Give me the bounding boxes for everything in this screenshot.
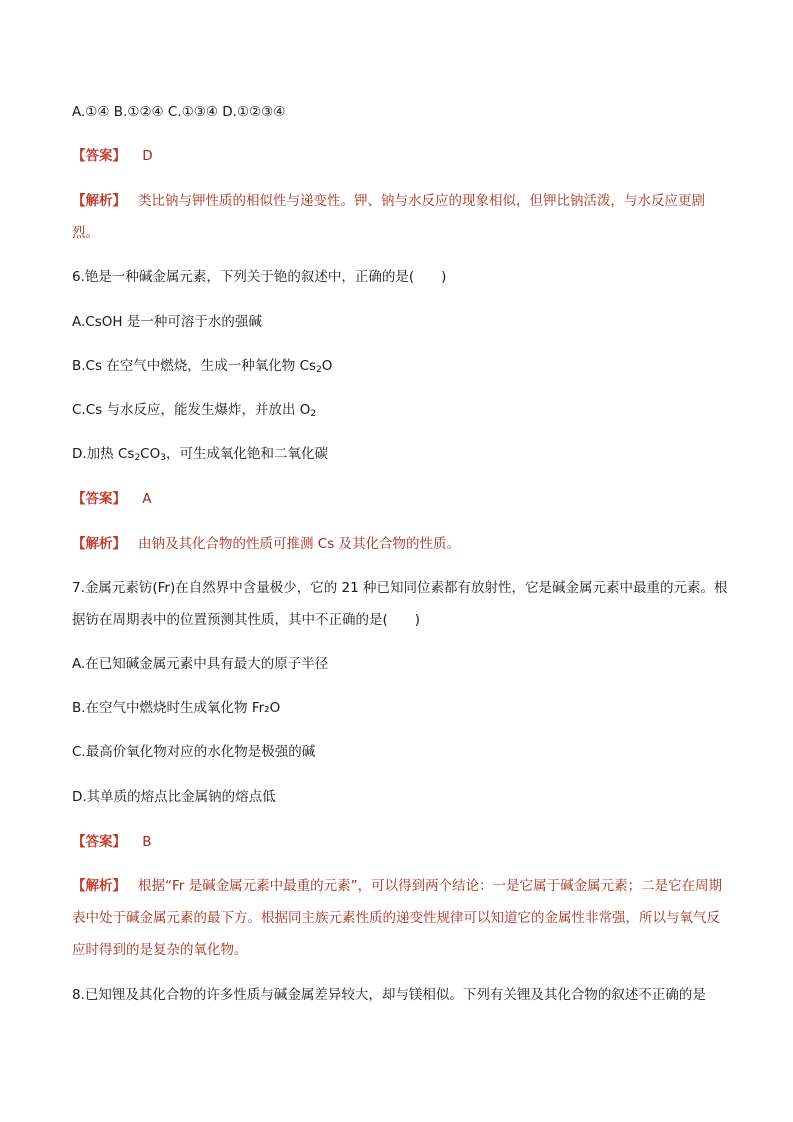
answer-value: B bbox=[142, 834, 152, 850]
q7-option-d: D.其单质的熔点比金属钠的熔点低 bbox=[72, 789, 276, 805]
q6-stem: 6.铯是一种碱金属元素，下列关于铯的叙述中，正确的是( ) bbox=[72, 269, 447, 285]
q7-stem: 7.金属元素钫(Fr)在自然界中含量极少，它的 21 种已知同位素都有放射性，它是碱金属元素中最重的元素。根据钫在周期表中的位置预测其性质，其中不正确的是( ) bbox=[72, 580, 728, 628]
q5-answer-row bbox=[72, 146, 729, 166]
q7-explanation bbox=[72, 870, 729, 966]
answer-tag: 【答案】 bbox=[72, 834, 126, 850]
answer-value: A bbox=[142, 491, 152, 507]
answer-tag: 【答案】 bbox=[72, 148, 126, 164]
explanation-text: 根据“Fr 是碱金属元素中最重的元素”，可以得到两个结论：一是它属于碱金属元素；二是它在周期表中处于碱金属元素的最下方。根据同主族元素性质的递变性规律可以知道它的金属性非常强，所以与氧气反应时得到的是复杂的氧化物。 bbox=[72, 878, 723, 958]
explanation-text: 由钠及其化合物的性质可推测 Cs 及其化合物的性质。 bbox=[138, 536, 461, 552]
q7-option-c: C.最高价氧化物对应的水化物是极强的碱 bbox=[72, 744, 316, 760]
q7-option-b: B.在空气中燃烧时生成氧化物 Fr₂O bbox=[72, 700, 281, 716]
q6-option-a: A.CsOH 是一种可溶于水的强碱 bbox=[72, 314, 262, 330]
explanation-tag: 【解析】 bbox=[72, 536, 126, 552]
q6-option-d: D.加热 $Cs_2CO_3$，可生成氧化铯和二氧化碳 bbox=[72, 446, 328, 463]
answer-value: D bbox=[142, 148, 153, 164]
q6-option-c: C.Cs 与水反应，能发生爆炸，并放出 $O_2$ bbox=[72, 402, 317, 419]
q5-explanation bbox=[72, 185, 729, 249]
q6-option-b: B.Cs 在空气中燃烧，生成一种氧化物 $Cs_2O$ bbox=[72, 358, 333, 375]
q7-answer-row bbox=[72, 832, 729, 852]
q7-option-a: A.在已知碱金属元素中具有最大的原子半径 bbox=[72, 656, 329, 672]
answer-tag: 【答案】 bbox=[72, 491, 126, 507]
explanation-text: 类比钠与钾性质的相似性与递变性。钾、钠与水反应的现象相似，但钾比钠活泼，与水反应更剧烈。 bbox=[72, 193, 705, 241]
explanation-tag: 【解析】 bbox=[72, 878, 126, 894]
explanation-tag: 【解析】 bbox=[72, 193, 126, 209]
q6-explanation bbox=[72, 534, 729, 554]
q6-answer-row bbox=[72, 489, 729, 509]
q8-stem: 8.已知锂及其化合物的许多性质与碱金属差异较大，却与镁相似。下列有关锂及其化合物的叙述不正确的是 bbox=[72, 987, 706, 1003]
q5-options: A.①④ B.①②④ C.①③④ D.①②③④ bbox=[72, 104, 286, 120]
